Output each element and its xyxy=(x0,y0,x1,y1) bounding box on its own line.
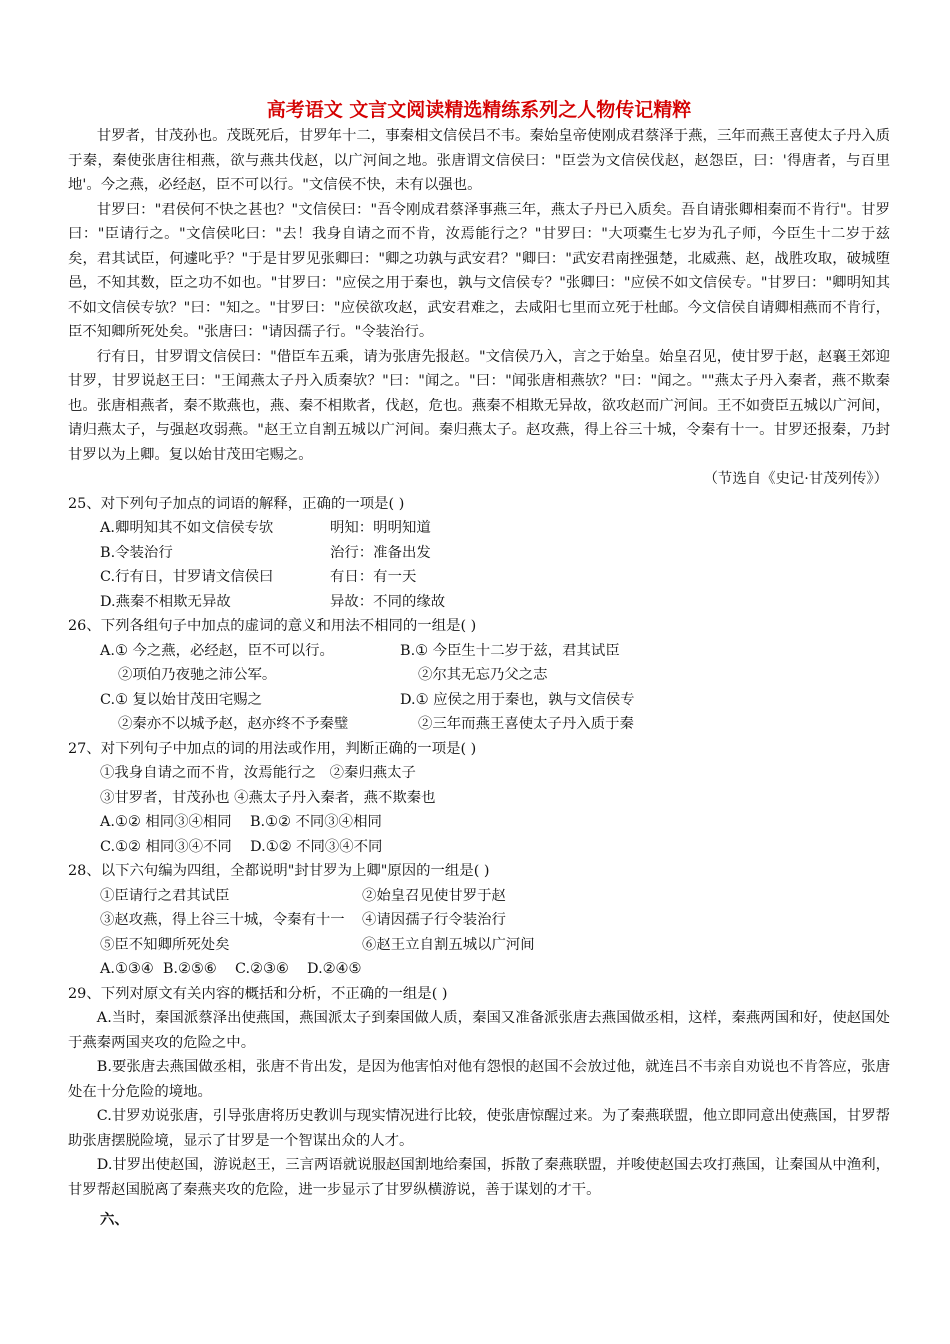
question-28-answers: A.①③④ B.②⑤⑥ C.②③⑥ D.②④⑤ xyxy=(100,961,362,977)
next-section-heading: 六、 xyxy=(100,1211,129,1228)
question-26-row-2 xyxy=(100,663,890,688)
question-26-stem: 26、下列各组句子中加点的虚词的意义和用法不相同的一组是( ) xyxy=(68,618,477,634)
sentence-left: ⑤臣不知卿所死处矣 xyxy=(100,936,230,953)
question-28-row-1 xyxy=(100,884,890,909)
option-meaning: 异故：不同的缘故 xyxy=(330,593,446,610)
question-25-stem: 25、对下列句子加点的词语的解释，正确的一项是( ) xyxy=(68,495,405,512)
option-sentence: B.令装治行 xyxy=(100,544,173,561)
document-title: 高考语文 文言文阅读精选精练系列之人物传记精粹 xyxy=(266,99,692,121)
sentence-right: ⑥赵王立自割五城以广河间 xyxy=(362,936,535,953)
option-left: C.① 复以始甘茂田宅赐之 xyxy=(100,691,263,708)
question-28-body xyxy=(68,884,890,982)
passage-source: （节选自《史记·甘茂列传》） xyxy=(703,471,888,487)
option-left: A.① 今之燕，必经赵，臣不可以行。 xyxy=(100,642,334,659)
question-27-line-3: A.①② 相同③④相同 B.①② 不同③④相同 xyxy=(100,814,382,830)
option-sentence: D.燕秦不相欺无异故 xyxy=(100,593,231,610)
question-27-line-2: ③甘罗者，甘茂孙也 ④燕太子丹入秦者，燕不欺秦也 xyxy=(100,789,436,806)
passage-paragraph-2: 甘罗曰："君侯何不快之甚也？"文信侯曰："吾令刚成君蔡泽事燕三年，燕太子丹已入质矣。吾自请张卿相秦而不肯行"。甘罗曰："臣请行之。"文信侯叱曰："去！我身自请之而不肯，汝焉能行之？"甘罗曰："大项橐生七岁为孔子师，今臣生十二岁于兹矣，君其试臣，何遽叱乎？"于是甘罗见张卿曰："卿之功孰与武安君？"卿曰："武安君南挫强楚，北威燕、赵，战胜攻取，破城堕邑，不知其数，臣之功不如也。"甘罗曰："应侯之用于秦也，孰与文信侯专？"张卿曰："应侯不如文信侯专。"甘罗曰："卿明知其不如文信侯专欤？"曰："知之。"甘罗曰："应侯欲攻赵，武安君难之，去咸阳七里而立死于杜邮。今文信侯自请卿相燕而不肯行，臣不知卿所死处矣。"张唐曰："请因孺子行。"令装治行。 xyxy=(68,201,890,340)
passage-paragraph-3: 行有日，甘罗谓文信侯曰："借臣车五乘，请为张唐先报赵。"文信侯乃入，言之于始皇。始皇召见，使甘罗于赵，赵襄王郊迎甘罗，甘罗说赵王曰："王闻燕太子丹入质秦欤？"曰："闻之。"曰："闻张唐相燕欤？"曰："闻之。""燕太子丹入秦者，燕不欺秦也。张唐相燕者，秦不欺燕也，燕、秦不相欺者，伐赵，危也。燕秦不相欺无异故，欲攻赵而广河间。王不如赍臣五城以广河间，请归燕太子，与强赵攻弱燕。"赵王立自割五城以广河间。秦归燕太子。赵攻燕，得上谷三十城，令秦有十一。甘罗还报秦，乃封甘罗以为上卿。复以始甘茂田宅赐之。 xyxy=(68,348,890,463)
question-27-line-1: ①我身自请之而不肯，汝焉能行之 ②秦归燕太子 xyxy=(100,765,416,781)
question-25-option-c xyxy=(100,565,890,590)
option-right: ②三年而燕王喜使太子丹入质于秦 xyxy=(418,716,634,732)
option-left: ②项伯乃夜驰之沛公军。 xyxy=(118,667,277,683)
question-25-option-a xyxy=(100,516,890,541)
question-29-stem: 29、下列对原文有关内容的概括和分析，不正确的一组是( ) xyxy=(68,985,448,1002)
question-29-option-c: C.甘罗劝说张唐，引导张唐将历史教训与现实情况进行比较，使张唐惊醒过来。为了秦燕联盟，他立即同意出使燕国，甘罗帮助张唐摆脱险境，显示了甘罗是一个智谋出众的人才。 xyxy=(68,1108,890,1149)
sentence-left: ③赵攻燕，得上谷三十城，令秦有十一 xyxy=(100,912,345,928)
passage-paragraph-1: 甘罗者，甘茂孙也。茂既死后，甘罗年十二，事秦相文信侯吕不韦。秦始皇帝使刚成君蔡泽于燕，三年而燕王喜使太子丹入质于秦，秦使张唐往相燕，欲与燕共伐赵，以广河间之地。张唐谓文信侯曰："臣尝为文信侯伐赵，赵怨臣，曰：'得唐者，与百里地'。今之燕，必经赵，臣不可以行。"文信侯不快，未有以强也。 xyxy=(68,128,890,193)
question-29-option-b: B.要张唐去燕国做丞相，张唐不肯出发，是因为他害怕对他有怨恨的赵国不会放过他，就连吕不韦亲自劝说也不肯答应，张唐处在十分危险的境地。 xyxy=(68,1059,890,1100)
sentence-right: ②始皇召见使甘罗于赵 xyxy=(362,887,506,904)
question-26-options xyxy=(68,639,890,737)
option-sentence: A.卿明知其不如文信侯专欤 xyxy=(100,520,274,536)
question-27-line-4: C.①② 相同③④不同 D.①② 不同③④不同 xyxy=(100,838,383,855)
question-29-option-a: A.当时，秦国派蔡泽出使燕国，燕国派太子到秦国做人质，秦国又准备派张唐去燕国做丞相，这样，秦燕两国和好，使赵国处于燕秦两国夹攻的危险之中。 xyxy=(68,1010,890,1051)
question-28-row-3 xyxy=(100,933,890,958)
question-29-option-d: D.甘罗出使赵国，游说赵王，三言两语就说服赵国割地给秦国，拆散了秦燕联盟，并唆使赵国去攻打燕国，让秦国从中渔利，甘罗帮赵国脱离了秦燕夹攻的危险，进一步显示了甘罗纵横游说，善于谋划的才干。 xyxy=(68,1157,890,1198)
question-27-stem: 27、对下列句子中加点的词的用法或作用，判断正确的一项是( ) xyxy=(68,740,477,757)
question-25-option-b xyxy=(100,541,890,566)
question-26-row-4 xyxy=(100,712,890,737)
question-25-option-d xyxy=(100,590,890,615)
document-page xyxy=(68,96,890,1233)
question-27-body xyxy=(68,761,890,859)
question-28-stem: 28、以下六句编为四组，全都说明"封甘罗为上卿"原因的一组是( ) xyxy=(68,863,490,879)
option-meaning: 治行：准备出发 xyxy=(330,544,431,561)
option-meaning: 有日：有一天 xyxy=(330,569,417,585)
sentence-right: ④请因孺子行令装治行 xyxy=(362,912,506,928)
option-meaning: 明知：明明知道 xyxy=(330,520,431,536)
sentence-left: ①臣请行之君其试臣 xyxy=(100,887,230,904)
option-sentence: C.行有日，甘罗请文信侯曰 xyxy=(100,569,274,585)
option-right: D.① 应侯之用于秦也，孰与文信侯专 xyxy=(400,691,635,708)
question-25-options xyxy=(68,516,890,614)
option-right: B.① 今臣生十二岁于兹，君其试臣 xyxy=(400,642,620,659)
question-26-row-3 xyxy=(100,688,890,713)
question-26-row-1 xyxy=(100,639,890,664)
option-right: ②尔其无忘乃父之志 xyxy=(418,667,548,683)
option-left: ②秦亦不以城予赵，赵亦终不予秦璧 xyxy=(118,716,349,732)
question-28-row-2 xyxy=(100,908,890,933)
